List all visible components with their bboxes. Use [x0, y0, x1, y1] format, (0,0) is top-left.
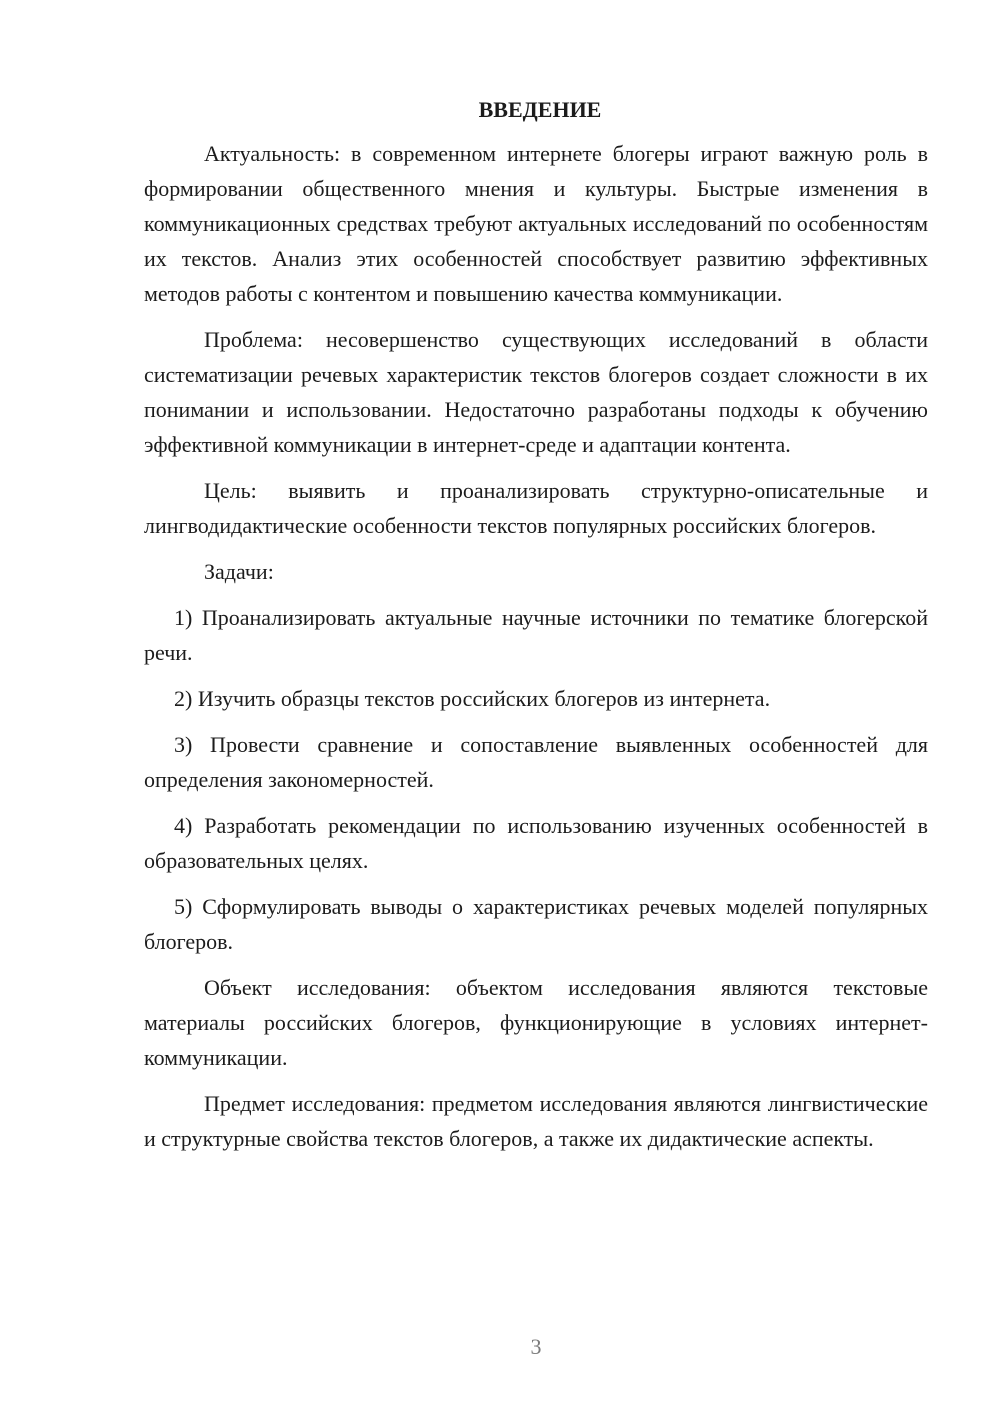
task-item: 1) Проанализировать актуальные научные источники по тематике блогерской речи.: [144, 605, 928, 665]
task-item: 5) Сформулировать выводы о характеристиках речевых моделей популярных блогеров.: [144, 894, 928, 954]
tasks-label: Задачи:: [204, 559, 274, 584]
subject-paragraph: Предмет исследования: предметом исследования являются лингвистические и структурные свойства текстов блогеров, а также их дидактические аспекты.: [144, 1091, 928, 1151]
relevance-paragraph: Актуальность: в современном интернете блогеры играют важную роль в формировании общественного мнения и культуры. Быстрые изменения в коммуникационных средствах требуют актуальных исследований по особенностям их текстов. Анализ этих особенностей способствует развитию эффективных методов работы с контентом и повышению качества коммуникации.: [144, 141, 928, 306]
page-title: ВВЕДЕНИЕ: [478, 97, 602, 122]
problem-paragraph: Проблема: несовершенство существующих исследований в области систематизации речевых характеристик текстов блогеров создает сложности в их понимании и использовании. Недостаточно разработаны подходы к обучению эффективной коммуникации в интернет-среде и адаптации контента.: [144, 327, 928, 457]
document-page: [144, 92, 928, 1167]
task-item: 2) Изучить образцы текстов российских блогеров из интернета.: [174, 686, 771, 711]
page-number: 3: [530, 1334, 542, 1359]
task-item: 3) Провести сравнение и сопоставление выявленных особенностей для определения закономерностей.: [144, 732, 928, 792]
goal-paragraph: Цель: выявить и проанализировать структурно-описательные и лингводидактические особенности текстов популярных российских блогеров.: [144, 478, 928, 538]
task-item: 4) Разработать рекомендации по использованию изученных особенностей в образовательных целях.: [144, 813, 928, 873]
object-paragraph: Объект исследования: объектом исследования являются текстовые материалы российских блогеров, функционирующие в условиях интернет-коммуникации.: [144, 975, 928, 1070]
